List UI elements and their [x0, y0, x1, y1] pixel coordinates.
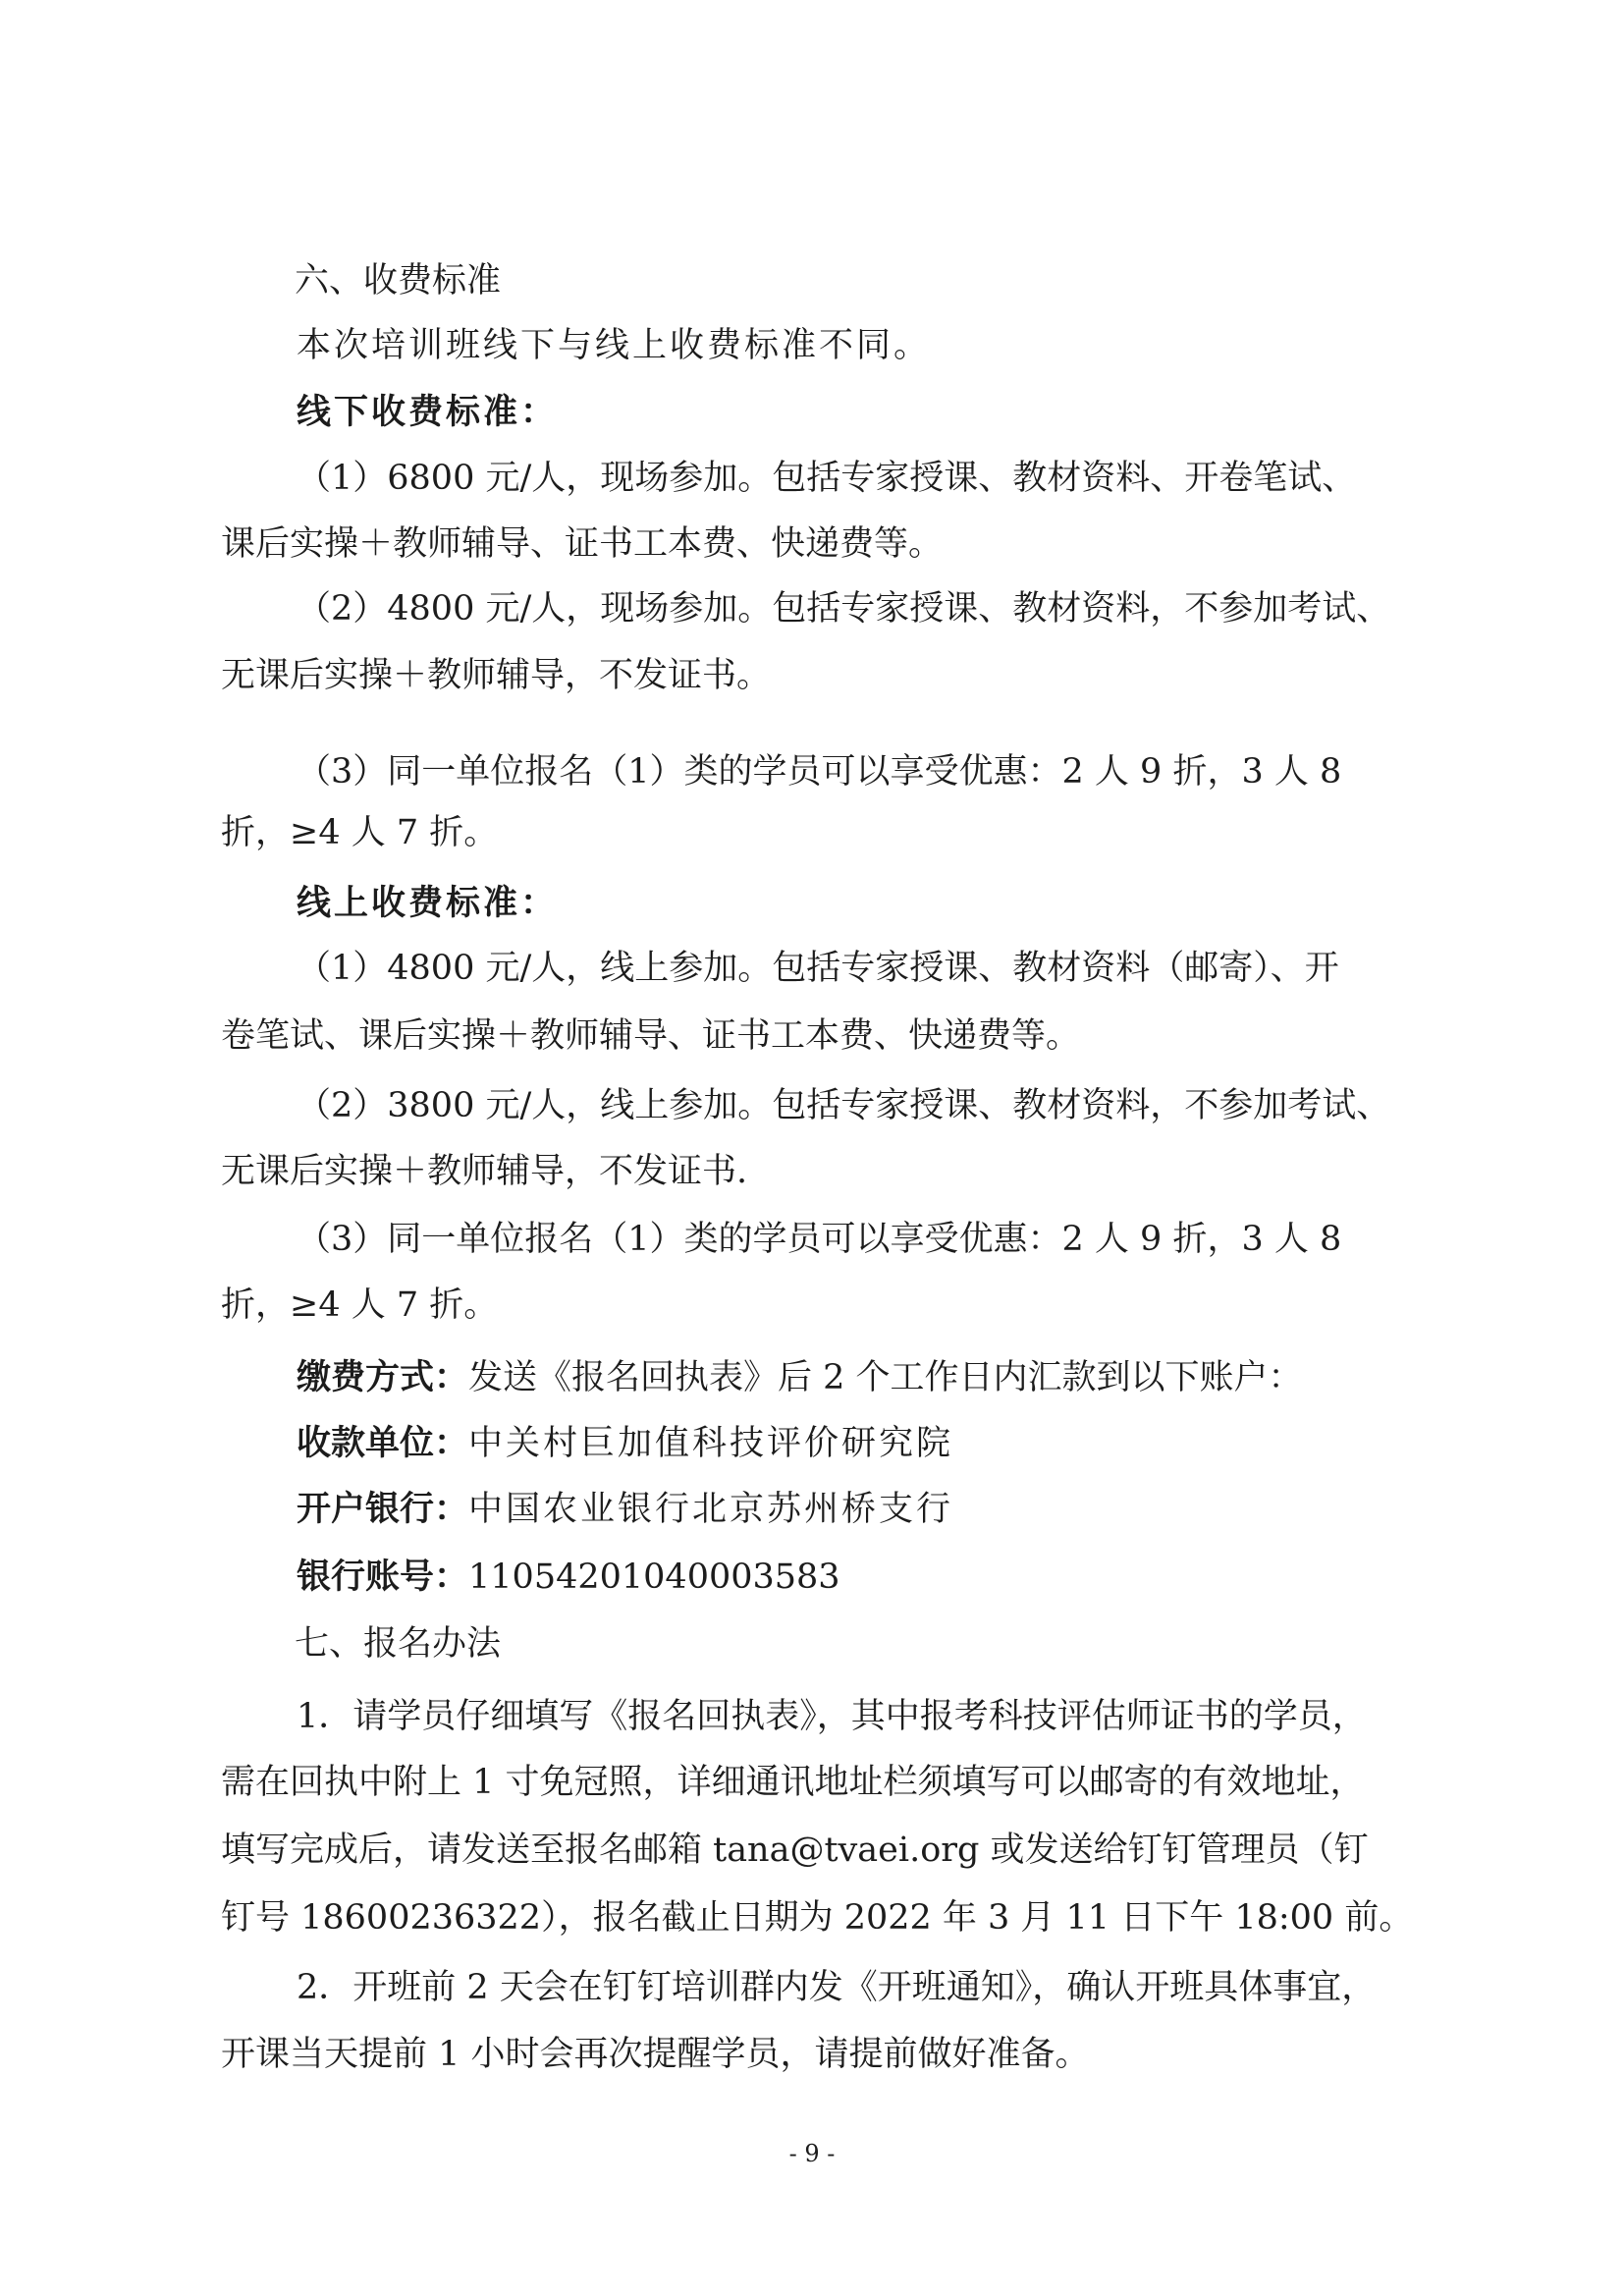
payee-label: 收款单位： [297, 1424, 469, 1463]
payment-method-label: 缴费方式： [297, 1358, 469, 1397]
offline-item-2-line-1: （2）4800 元/人，现场参加。包括专家授课、教材资料，不参加考试、 [297, 589, 1391, 629]
offline-item-2-line-2: 无课后实操＋教师辅导，不发证书。 [221, 656, 772, 695]
bank-row [297, 1488, 1519, 1531]
bank-value: 中国农业银行北京苏州桥支行 [468, 1490, 954, 1529]
section-6-intro: 本次培训班线下与线上收费标准不同。 [297, 326, 932, 365]
page-number: - 9 - [788, 2140, 836, 2167]
section-7-item-1-line-4: 钉号 18600236322），报名截止日期为 2022 年 3 月 11 日下午 18:00 前。 [221, 1898, 1414, 1938]
section-7-item-2-line-2: 开课当天提前 1 小时会再次提醒学员，请提前做好准备。 [221, 2035, 1090, 2074]
online-item-1-line-2: 卷笔试、课后实操＋教师辅导、证书工本费、快递费等。 [221, 1016, 1081, 1056]
account-label: 银行账号： [297, 1558, 469, 1597]
section-6-heading: 六、收费标准 [295, 261, 502, 301]
online-item-3-line-1: （3）同一单位报名（1）类的学员可以享受优惠：2 人 9 折，3 人 8 [297, 1220, 1342, 1259]
offline-item-3-line-1: （3）同一单位报名（1）类的学员可以享受优惠：2 人 9 折，3 人 8 [297, 752, 1342, 792]
section-7-item-1-line-2: 需在回执中附上 1 寸免冠照，详细通讯地址栏须填写可以邮寄的有效地址， [221, 1763, 1365, 1802]
account-value: 11054201040003583 [468, 1558, 840, 1597]
offline-item-1-line-1: （1）6800 元/人，现场参加。包括专家授课、教材资料、开卷笔试、 [297, 459, 1357, 498]
payee-row [297, 1422, 1519, 1465]
online-item-2-line-2: 无课后实操＋教师辅导，不发证书. [221, 1152, 748, 1191]
section-7-item-2-line-1: 2．开班前 2 天会在钉钉培训群内发《开班通知》，确认开班具体事宜， [297, 1968, 1377, 2007]
account-row [297, 1556, 1519, 1599]
section-7-heading: 七、报名办法 [295, 1624, 502, 1664]
online-item-2-line-1: （2）3800 元/人，线上参加。包括专家授课、教材资料，不参加考试、 [297, 1086, 1391, 1125]
online-item-1-line-1: （1）4800 元/人，线上参加。包括专家授课、教材资料（邮寄）、开 [297, 949, 1339, 988]
payment-method-row [297, 1356, 1519, 1399]
online-item-3-line-2: 折，≥4 人 7 折。 [221, 1285, 499, 1325]
payment-method-value: 发送《报名回执表》后 2 个工作日内汇款到以下账户： [468, 1358, 1303, 1397]
payee-value: 中关村巨加值科技评价研究院 [468, 1424, 954, 1463]
section-7-item-1-line-3: 填写完成后，请发送至报名邮箱 tana@tvaei.org 或发送给钉钉管理员（钉 [221, 1831, 1369, 1870]
offline-fee-heading: 线下收费标准： [297, 393, 559, 432]
section-7-item-1-line-1: 1．请学员仔细填写《报名回执表》，其中报考科技评估师证书的学员， [297, 1697, 1367, 1736]
bank-label: 开户银行： [297, 1490, 469, 1529]
offline-item-3-line-2: 折，≥4 人 7 折。 [221, 813, 499, 852]
online-fee-heading: 线上收费标准： [297, 884, 559, 923]
offline-item-1-line-2: 课后实操＋教师辅导、证书工本费、快递费等。 [221, 524, 944, 564]
